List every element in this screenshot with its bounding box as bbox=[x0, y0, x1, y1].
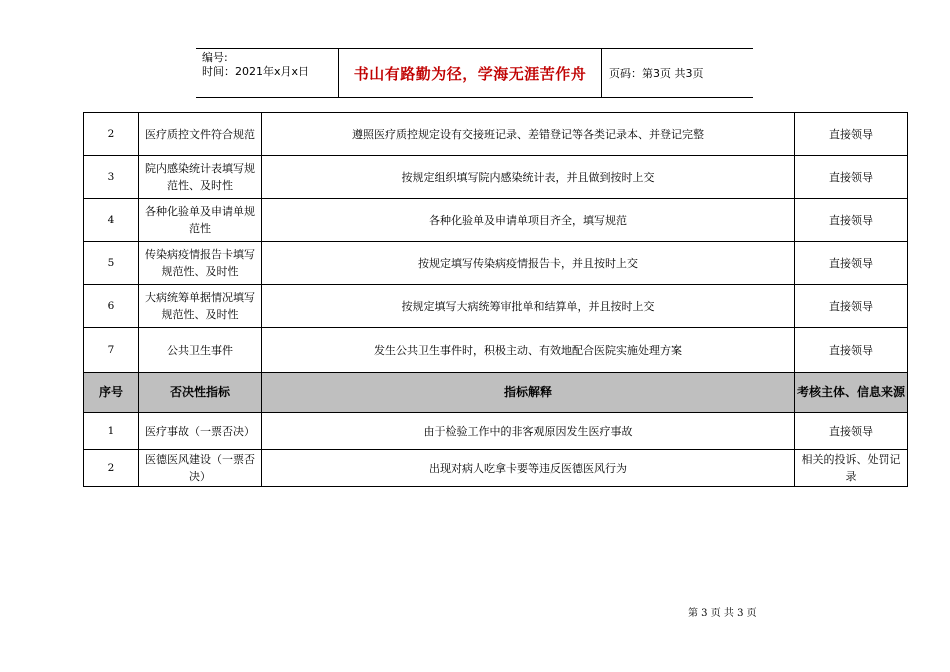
header-page-code: 页码：第3页 共3页 bbox=[609, 67, 704, 80]
col-header-number: 序号 bbox=[84, 373, 139, 413]
row-owner: 直接领导 bbox=[795, 328, 908, 373]
row-description: 各种化验单及申请单项目齐全，填写规范 bbox=[262, 199, 795, 242]
row-description: 发生公共卫生事件时，积极主动、有效地配合医院实施处理方案 bbox=[262, 328, 795, 373]
time-label: 时间：2021年x月x日 bbox=[202, 65, 310, 78]
table-row bbox=[84, 199, 908, 242]
row-item: 医德医风建设（一票否决） bbox=[139, 450, 262, 487]
table-row bbox=[84, 156, 908, 199]
row-description: 按规定组织填写院内感染统计表，并且做到按时上交 bbox=[262, 156, 795, 199]
row-number: 2 bbox=[84, 450, 139, 487]
number-label: 编号: bbox=[202, 51, 228, 64]
row-owner: 相关的投诉、处罚记录 bbox=[795, 450, 908, 487]
table-row bbox=[84, 242, 908, 285]
row-owner: 直接领导 bbox=[795, 413, 908, 450]
page-header bbox=[196, 48, 753, 98]
row-owner: 直接领导 bbox=[795, 285, 908, 328]
row-description: 按规定填写大病统筹审批单和结算单，并且按时上交 bbox=[262, 285, 795, 328]
table-row bbox=[84, 113, 908, 156]
row-item: 院内感染统计表填写规范性、及时性 bbox=[139, 156, 262, 199]
table-row bbox=[84, 413, 908, 450]
row-number: 1 bbox=[84, 413, 139, 450]
row-item: 公共卫生事件 bbox=[139, 328, 262, 373]
row-item: 各种化验单及申请单规范性 bbox=[139, 199, 262, 242]
row-owner: 直接领导 bbox=[795, 242, 908, 285]
header-meta bbox=[196, 49, 339, 97]
page-footer: 第 3 页 共 3 页 bbox=[688, 608, 757, 619]
row-number: 7 bbox=[84, 328, 139, 373]
row-description: 遵照医疗质控规定设有交接班记录、差错登记等各类记录本、并登记完整 bbox=[262, 113, 795, 156]
row-item: 医疗事故（一票否决） bbox=[139, 413, 262, 450]
row-number: 3 bbox=[84, 156, 139, 199]
table-row bbox=[84, 328, 908, 373]
section-header-row bbox=[84, 373, 908, 413]
assessment-table bbox=[83, 112, 908, 487]
row-number: 5 bbox=[84, 242, 139, 285]
row-number: 6 bbox=[84, 285, 139, 328]
row-number: 2 bbox=[84, 113, 139, 156]
row-item: 医疗质控文件符合规范 bbox=[139, 113, 262, 156]
col-header-owner: 考核主体、信息来源 bbox=[795, 373, 908, 413]
row-description: 出现对病人吃拿卡要等违反医德医风行为 bbox=[262, 450, 795, 487]
row-item: 大病统筹单据情况填写规范性、及时性 bbox=[139, 285, 262, 328]
col-header-description: 指标解释 bbox=[262, 373, 795, 413]
table-row bbox=[84, 450, 908, 487]
row-owner: 直接领导 bbox=[795, 156, 908, 199]
row-number: 4 bbox=[84, 199, 139, 242]
row-description: 按规定填写传染病疫情报告卡，并且按时上交 bbox=[262, 242, 795, 285]
row-item: 传染病疫情报告卡填写规范性、及时性 bbox=[139, 242, 262, 285]
row-owner: 直接领导 bbox=[795, 113, 908, 156]
row-description: 由于检验工作中的非客观原因发生医疗事故 bbox=[262, 413, 795, 450]
header-motto: 书山有路勤为径，学海无涯苦作舟 bbox=[339, 49, 602, 97]
table-row bbox=[84, 285, 908, 328]
row-owner: 直接领导 bbox=[795, 199, 908, 242]
col-header-item: 否决性指标 bbox=[139, 373, 262, 413]
